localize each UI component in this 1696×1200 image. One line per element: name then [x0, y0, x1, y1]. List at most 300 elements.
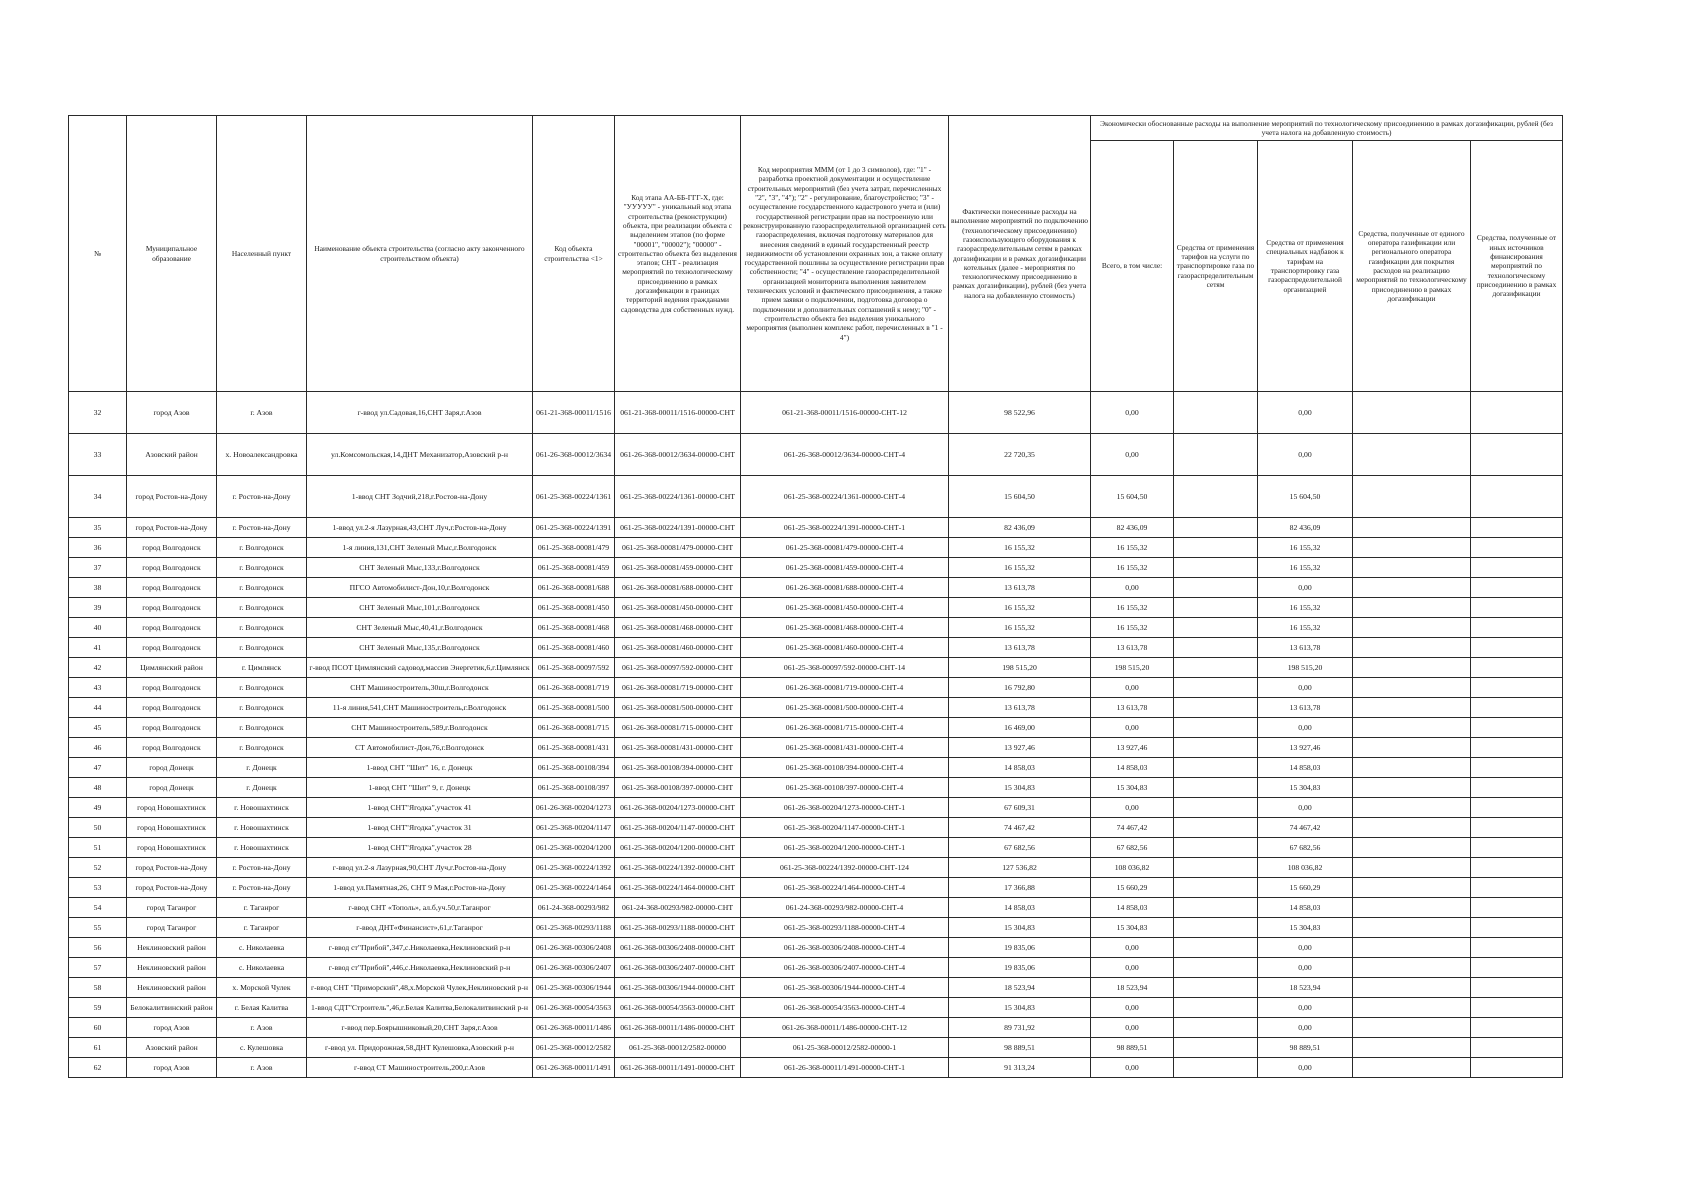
- tariff-cell: [1174, 476, 1258, 518]
- tariff-cell: [1174, 938, 1258, 958]
- object-name-cell: СНТ Машиностроитель,589,г.Волгодонск: [307, 718, 533, 738]
- table-row: [69, 1038, 1563, 1058]
- table-row: [69, 598, 1563, 618]
- single-operator-cell: [1353, 598, 1471, 618]
- special-surcharge-cell: 98 889,51: [1258, 1038, 1353, 1058]
- stage-code-cell: 061-25-368-00097/592-00000-СНТ: [615, 658, 741, 678]
- stage-code-cell: 061-26-368-00011/1486-00000-СНТ: [615, 1018, 741, 1038]
- col-municipality-header: Муниципальное образование: [127, 116, 217, 392]
- col-actual-costs-header: Фактически понесенные расходы на выполнение мероприятий по подключению (технологическому присоединению) газоиспользующего оборудования к газораспределительным сетям в рамках догазификации и в рамках догазификации котельных (далее - мероприятия по технологическому присоединению в рамках догазификации), рублей (без учета налога на добавленную стоимость): [949, 116, 1091, 392]
- row-number-cell: 48: [69, 778, 127, 798]
- row-number-cell: 53: [69, 878, 127, 898]
- single-operator-cell: [1353, 434, 1471, 476]
- settlement-cell: г. Цимлянск: [217, 658, 307, 678]
- other-sources-cell: [1471, 898, 1563, 918]
- total-cell: 15 304,83: [1091, 918, 1174, 938]
- single-operator-cell: [1353, 838, 1471, 858]
- total-cell: 13 613,78: [1091, 698, 1174, 718]
- table-row: [69, 638, 1563, 658]
- other-sources-cell: [1471, 918, 1563, 938]
- table-row: [69, 958, 1563, 978]
- settlement-cell: г. Азов: [217, 1058, 307, 1078]
- object-name-cell: г-ввод ст"Прибой",446,с.Николаевка,Неклиновский р-н: [307, 958, 533, 978]
- other-sources-cell: [1471, 978, 1563, 998]
- stage-code-cell: 061-25-368-00293/1188-00000-СНТ: [615, 918, 741, 938]
- actual-cost-cell: 14 858,03: [949, 898, 1091, 918]
- single-operator-cell: [1353, 638, 1471, 658]
- municipality-cell: город Азов: [127, 1058, 217, 1078]
- single-operator-cell: [1353, 698, 1471, 718]
- special-surcharge-cell: 0,00: [1258, 392, 1353, 434]
- municipality-cell: город Волгодонск: [127, 638, 217, 658]
- single-operator-cell: [1353, 778, 1471, 798]
- total-cell: 0,00: [1091, 434, 1174, 476]
- municipality-cell: Неклиновский район: [127, 958, 217, 978]
- actual-cost-cell: 15 304,83: [949, 778, 1091, 798]
- municipality-cell: город Ростов-на-Дону: [127, 878, 217, 898]
- row-number-cell: 54: [69, 898, 127, 918]
- other-sources-cell: [1471, 758, 1563, 778]
- settlement-cell: г. Таганрог: [217, 918, 307, 938]
- stage-code-cell: 061-21-368-00011/1516-00000-СНТ: [615, 392, 741, 434]
- row-number-cell: 40: [69, 618, 127, 638]
- single-operator-cell: [1353, 898, 1471, 918]
- settlement-cell: г. Новошахтинск: [217, 798, 307, 818]
- special-surcharge-cell: 0,00: [1258, 718, 1353, 738]
- event-code-cell: 061-26-368-00012/3634-00000-СНТ-4: [741, 434, 949, 476]
- object-code-cell: 061-25-368-00081/468: [533, 618, 615, 638]
- special-surcharge-cell: 0,00: [1258, 434, 1353, 476]
- total-cell: 74 467,42: [1091, 818, 1174, 838]
- special-surcharge-cell: 74 467,42: [1258, 818, 1353, 838]
- tariff-cell: [1174, 918, 1258, 938]
- settlement-cell: х. Новоалександровка: [217, 434, 307, 476]
- object-code-cell: 061-25-368-00108/397: [533, 778, 615, 798]
- stage-code-cell: 061-26-368-00012/3634-00000-СНТ: [615, 434, 741, 476]
- stage-code-cell: 061-26-368-00306/2407-00000-СНТ: [615, 958, 741, 978]
- table-row: [69, 558, 1563, 578]
- single-operator-cell: [1353, 518, 1471, 538]
- special-surcharge-cell: 16 155,32: [1258, 598, 1353, 618]
- col-tariff-header: Средства от применения тарифов на услуги по транспортировке газа по газораспределительным сетям: [1174, 141, 1258, 392]
- total-cell: 108 036,82: [1091, 858, 1174, 878]
- tariff-cell: [1174, 758, 1258, 778]
- municipality-cell: город Волгодонск: [127, 678, 217, 698]
- object-code-cell: 061-26-368-00306/2408: [533, 938, 615, 958]
- object-code-cell: 061-26-368-00081/715: [533, 718, 615, 738]
- table-row: [69, 798, 1563, 818]
- table-row: [69, 778, 1563, 798]
- other-sources-cell: [1471, 434, 1563, 476]
- tariff-cell: [1174, 698, 1258, 718]
- special-surcharge-cell: 15 604,50: [1258, 476, 1353, 518]
- object-name-cell: 1-ввод СНТ Зодчий,218,г.Ростов-на-Дону: [307, 476, 533, 518]
- event-code-cell: 061-25-368-00081/468-00000-СНТ-4: [741, 618, 949, 638]
- table-row: [69, 538, 1563, 558]
- actual-cost-cell: 22 720,35: [949, 434, 1091, 476]
- settlement-cell: г. Волгодонск: [217, 698, 307, 718]
- settlement-cell: г. Азов: [217, 392, 307, 434]
- actual-cost-cell: 67 609,31: [949, 798, 1091, 818]
- settlement-cell: х. Морской Чулек: [217, 978, 307, 998]
- col-object-code-header: Код объекта строительства <1>: [533, 116, 615, 392]
- object-code-cell: 061-25-368-00081/479: [533, 538, 615, 558]
- object-code-cell: 061-26-368-00081/719: [533, 678, 615, 698]
- table-row: [69, 838, 1563, 858]
- single-operator-cell: [1353, 738, 1471, 758]
- stage-code-cell: 061-25-368-00224/1464-00000-СНТ: [615, 878, 741, 898]
- object-name-cell: 1-ввод СДТ"Строитель",46,г.Белая Калитва,Белокалитвинский р-н: [307, 998, 533, 1018]
- municipality-cell: город Волгодонск: [127, 598, 217, 618]
- row-number-cell: 45: [69, 718, 127, 738]
- actual-cost-cell: 82 436,09: [949, 518, 1091, 538]
- object-name-cell: СНТ Машиностроитель,30ш,г.Волгодонск: [307, 678, 533, 698]
- object-code-cell: 061-21-368-00011/1516: [533, 392, 615, 434]
- object-name-cell: СНТ Зеленый Мыс,135,г.Волгодонск: [307, 638, 533, 658]
- row-number-cell: 56: [69, 938, 127, 958]
- event-code-cell: 061-25-368-00224/1464-00000-СНТ-4: [741, 878, 949, 898]
- object-name-cell: г-ввод пер.Боярышниковый,20,СНТ Заря,г.Азов: [307, 1018, 533, 1038]
- total-cell: 98 889,51: [1091, 1038, 1174, 1058]
- single-operator-cell: [1353, 978, 1471, 998]
- event-code-cell: 061-25-368-00081/459-00000-СНТ-4: [741, 558, 949, 578]
- total-cell: 14 858,03: [1091, 758, 1174, 778]
- stage-code-cell: 061-25-368-00081/479-00000-СНТ: [615, 538, 741, 558]
- object-name-cell: 1-ввод ул.Памятная,26, СНТ 9 Мая,г.Ростов-на-Дону: [307, 878, 533, 898]
- event-code-cell: 061-25-368-00081/479-00000-СНТ-4: [741, 538, 949, 558]
- single-operator-cell: [1353, 678, 1471, 698]
- tariff-cell: [1174, 392, 1258, 434]
- special-surcharge-cell: 15 660,29: [1258, 878, 1353, 898]
- municipality-cell: город Азов: [127, 1018, 217, 1038]
- total-cell: 0,00: [1091, 958, 1174, 978]
- tariff-cell: [1174, 958, 1258, 978]
- single-operator-cell: [1353, 1018, 1471, 1038]
- municipality-cell: город Азов: [127, 392, 217, 434]
- col-object-name-header: Наименование объекта строительства (согласно акту законченного строительством объекта): [307, 116, 533, 392]
- total-cell: 0,00: [1091, 1018, 1174, 1038]
- total-cell: 0,00: [1091, 678, 1174, 698]
- other-sources-cell: [1471, 638, 1563, 658]
- object-name-cell: г-ввод СТ Машиностроитель,200,г.Азов: [307, 1058, 533, 1078]
- single-operator-cell: [1353, 958, 1471, 978]
- other-sources-cell: [1471, 778, 1563, 798]
- tariff-cell: [1174, 558, 1258, 578]
- other-sources-cell: [1471, 518, 1563, 538]
- object-name-cell: г-ввод ул. Придорожная,58,ДНТ Кулешовка,Азовский р-н: [307, 1038, 533, 1058]
- stage-code-cell: 061-25-368-00081/468-00000-СНТ: [615, 618, 741, 638]
- total-cell: 14 858,03: [1091, 898, 1174, 918]
- settlement-cell: г. Ростов-на-Дону: [217, 858, 307, 878]
- stage-code-cell: 061-26-368-00081/715-00000-СНТ: [615, 718, 741, 738]
- object-code-cell: 061-25-368-00224/1392: [533, 858, 615, 878]
- total-cell: 0,00: [1091, 998, 1174, 1018]
- event-code-cell: 061-26-368-00204/1273-00000-СНТ-1: [741, 798, 949, 818]
- tariff-cell: [1174, 798, 1258, 818]
- tariff-cell: [1174, 718, 1258, 738]
- object-code-cell: 061-25-368-00204/1147: [533, 818, 615, 838]
- tariff-cell: [1174, 878, 1258, 898]
- object-name-cell: 1-ввод ул.2-я Лазурная,43,СНТ Луч,г.Ростов-на-Дону: [307, 518, 533, 538]
- settlement-cell: г. Волгодонск: [217, 638, 307, 658]
- settlement-cell: г. Новошахтинск: [217, 838, 307, 858]
- other-sources-cell: [1471, 718, 1563, 738]
- actual-cost-cell: 15 304,83: [949, 918, 1091, 938]
- row-number-cell: 50: [69, 818, 127, 838]
- tariff-cell: [1174, 818, 1258, 838]
- tariff-cell: [1174, 998, 1258, 1018]
- table-row: [69, 938, 1563, 958]
- object-code-cell: 061-26-368-00011/1486: [533, 1018, 615, 1038]
- actual-cost-cell: 15 304,83: [949, 998, 1091, 1018]
- settlement-cell: г. Волгодонск: [217, 538, 307, 558]
- settlement-cell: г. Волгодонск: [217, 578, 307, 598]
- register-table-sheet: [68, 115, 1562, 1078]
- row-number-cell: 59: [69, 998, 127, 1018]
- special-surcharge-cell: 0,00: [1258, 578, 1353, 598]
- table-row: [69, 858, 1563, 878]
- object-code-cell: 061-25-368-00293/1188: [533, 918, 615, 938]
- stage-code-cell: 061-25-368-00081/459-00000-СНТ: [615, 558, 741, 578]
- table-row: [69, 618, 1563, 638]
- actual-cost-cell: 91 313,24: [949, 1058, 1091, 1078]
- tariff-cell: [1174, 434, 1258, 476]
- object-name-cell: г-ввод ст"Прибой",347,с.Николаевка,Неклиновский р-н: [307, 938, 533, 958]
- object-code-cell: 061-26-368-00081/688: [533, 578, 615, 598]
- actual-cost-cell: 19 835,06: [949, 958, 1091, 978]
- object-name-cell: СНТ Зеленый Мыс,133,г.Волгодонск: [307, 558, 533, 578]
- object-code-cell: 061-26-368-00054/3563: [533, 998, 615, 1018]
- actual-cost-cell: 15 604,50: [949, 476, 1091, 518]
- other-sources-cell: [1471, 618, 1563, 638]
- total-cell: 198 515,20: [1091, 658, 1174, 678]
- total-cell: 0,00: [1091, 798, 1174, 818]
- stage-code-cell: 061-25-368-00224/1361-00000-СНТ: [615, 476, 741, 518]
- event-code-cell: 061-26-368-00306/2407-00000-СНТ-4: [741, 958, 949, 978]
- object-name-cell: г-ввод ДНТ«Финансист»,61,г.Таганрог: [307, 918, 533, 938]
- municipality-cell: город Волгодонск: [127, 538, 217, 558]
- municipality-cell: город Новошахтинск: [127, 798, 217, 818]
- total-cell: 16 155,32: [1091, 558, 1174, 578]
- settlement-cell: г. Волгодонск: [217, 618, 307, 638]
- tariff-cell: [1174, 1038, 1258, 1058]
- special-surcharge-cell: 13 927,46: [1258, 738, 1353, 758]
- single-operator-cell: [1353, 538, 1471, 558]
- event-code-cell: 061-25-368-00204/1147-00000-СНТ-1: [741, 818, 949, 838]
- object-name-cell: г-ввод ул.Садовая,16,СНТ Заря,г.Азов: [307, 392, 533, 434]
- stage-code-cell: 061-26-368-00054/3563-00000-СНТ: [615, 998, 741, 1018]
- stage-code-cell: 061-25-368-00081/450-00000-СНТ: [615, 598, 741, 618]
- object-name-cell: СНТ Зеленый Мыс,40,41,г.Волгодонск: [307, 618, 533, 638]
- actual-cost-cell: 13 613,78: [949, 638, 1091, 658]
- row-number-cell: 37: [69, 558, 127, 578]
- tariff-cell: [1174, 1018, 1258, 1038]
- object-code-cell: 061-25-368-00081/459: [533, 558, 615, 578]
- event-code-cell: 061-26-368-00081/719-00000-СНТ-4: [741, 678, 949, 698]
- object-name-cell: г-ввод СНТ «Тополь», ал.б,уч.50,г.Таганрог: [307, 898, 533, 918]
- other-sources-cell: [1471, 1038, 1563, 1058]
- event-code-cell: 061-25-368-00081/431-00000-СНТ-4: [741, 738, 949, 758]
- table-row: [69, 518, 1563, 538]
- municipality-cell: город Волгодонск: [127, 698, 217, 718]
- special-surcharge-cell: 0,00: [1258, 1018, 1353, 1038]
- single-operator-cell: [1353, 578, 1471, 598]
- stage-code-cell: 061-25-368-00224/1392-00000-СНТ: [615, 858, 741, 878]
- single-operator-cell: [1353, 718, 1471, 738]
- table-row: [69, 698, 1563, 718]
- event-code-cell: 061-25-368-00081/450-00000-СНТ-4: [741, 598, 949, 618]
- municipality-cell: город Ростов-на-Дону: [127, 858, 217, 878]
- stage-code-cell: 061-25-368-00081/460-00000-СНТ: [615, 638, 741, 658]
- tariff-cell: [1174, 978, 1258, 998]
- special-surcharge-cell: 15 304,83: [1258, 778, 1353, 798]
- actual-cost-cell: 16 469,00: [949, 718, 1091, 738]
- settlement-cell: г. Азов: [217, 1018, 307, 1038]
- actual-cost-cell: 14 858,03: [949, 758, 1091, 778]
- single-operator-cell: [1353, 818, 1471, 838]
- event-code-cell: 061-25-368-00081/500-00000-СНТ-4: [741, 698, 949, 718]
- total-cell: 13 927,46: [1091, 738, 1174, 758]
- settlement-cell: с. Кулешовка: [217, 1038, 307, 1058]
- tariff-cell: [1174, 658, 1258, 678]
- settlement-cell: г. Донецк: [217, 758, 307, 778]
- table-row: [69, 392, 1563, 434]
- col-settlement-header: Населенный пункт: [217, 116, 307, 392]
- col-number-header: №: [69, 116, 127, 392]
- total-cell: 67 682,56: [1091, 838, 1174, 858]
- total-cell: 15 660,29: [1091, 878, 1174, 898]
- table-row: [69, 1058, 1563, 1078]
- special-surcharge-cell: 16 155,32: [1258, 538, 1353, 558]
- special-surcharge-cell: 0,00: [1258, 678, 1353, 698]
- special-surcharge-cell: 16 155,32: [1258, 618, 1353, 638]
- tariff-cell: [1174, 898, 1258, 918]
- object-code-cell: 061-25-368-00224/1361: [533, 476, 615, 518]
- object-code-cell: 061-25-368-00097/592: [533, 658, 615, 678]
- event-code-cell: 061-25-368-00224/1361-00000-СНТ-4: [741, 476, 949, 518]
- object-name-cell: 1-ввод СНТ "Шит" 9, г. Донецк: [307, 778, 533, 798]
- event-code-cell: 061-26-368-00011/1491-00000-СНТ-1: [741, 1058, 949, 1078]
- settlement-cell: г. Волгодонск: [217, 718, 307, 738]
- object-name-cell: г-ввод ПСОТ Цимлянский садовод,массив Энергетик,6,г.Цимлянск: [307, 658, 533, 678]
- total-cell: 0,00: [1091, 578, 1174, 598]
- special-surcharge-cell: 18 523,94: [1258, 978, 1353, 998]
- special-surcharge-cell: 0,00: [1258, 938, 1353, 958]
- total-cell: 18 523,94: [1091, 978, 1174, 998]
- tariff-cell: [1174, 578, 1258, 598]
- other-sources-cell: [1471, 392, 1563, 434]
- settlement-cell: г. Таганрог: [217, 898, 307, 918]
- stage-code-cell: 061-25-368-00224/1391-00000-СНТ: [615, 518, 741, 538]
- tariff-cell: [1174, 618, 1258, 638]
- special-surcharge-cell: 82 436,09: [1258, 518, 1353, 538]
- event-code-cell: 061-26-368-00081/715-00000-СНТ-4: [741, 718, 949, 738]
- event-code-cell: 061-24-368-00293/982-00000-СНТ-4: [741, 898, 949, 918]
- settlement-cell: г. Донецк: [217, 778, 307, 798]
- row-number-cell: 51: [69, 838, 127, 858]
- object-name-cell: СНТ Зеленый Мыс,101,г.Волгодонск: [307, 598, 533, 618]
- row-number-cell: 35: [69, 518, 127, 538]
- table-row: [69, 998, 1563, 1018]
- actual-cost-cell: 13 613,78: [949, 578, 1091, 598]
- row-number-cell: 41: [69, 638, 127, 658]
- total-cell: 82 436,09: [1091, 518, 1174, 538]
- municipality-cell: город Волгодонск: [127, 618, 217, 638]
- other-sources-cell: [1471, 818, 1563, 838]
- other-sources-cell: [1471, 1058, 1563, 1078]
- actual-cost-cell: 18 523,94: [949, 978, 1091, 998]
- municipality-cell: город Волгодонск: [127, 718, 217, 738]
- stage-code-cell: 061-25-368-00012/2582-00000: [615, 1038, 741, 1058]
- special-surcharge-cell: 0,00: [1258, 798, 1353, 818]
- total-cell: 15 604,50: [1091, 476, 1174, 518]
- municipality-cell: Неклиновский район: [127, 938, 217, 958]
- row-number-cell: 49: [69, 798, 127, 818]
- tariff-cell: [1174, 838, 1258, 858]
- event-code-cell: 061-21-368-00011/1516-00000-СНТ-12: [741, 392, 949, 434]
- stage-code-cell: 061-25-368-00306/1944-00000-СНТ: [615, 978, 741, 998]
- table-row: [69, 878, 1563, 898]
- object-code-cell: 061-26-368-00011/1491: [533, 1058, 615, 1078]
- economic-costs-group-header: Экономически обоснованные расходы на выполнение мероприятий по технологическому присоединению в рамках догазификации, рублей (без учета налога на добавленную стоимость): [1091, 116, 1563, 141]
- table-row: [69, 898, 1563, 918]
- object-code-cell: 061-26-368-00012/3634: [533, 434, 615, 476]
- other-sources-cell: [1471, 598, 1563, 618]
- other-sources-cell: [1471, 1018, 1563, 1038]
- col-other-sources-header: Средства, полученные от иных источников финансирования мероприятий по технологическому присоединению в рамках догазификации: [1471, 141, 1563, 392]
- table-row: [69, 658, 1563, 678]
- other-sources-cell: [1471, 738, 1563, 758]
- actual-cost-cell: 127 536,82: [949, 858, 1091, 878]
- tariff-cell: [1174, 518, 1258, 538]
- event-code-cell: 061-25-368-00012/2582-00000-1: [741, 1038, 949, 1058]
- object-code-cell: 061-25-368-00204/1200: [533, 838, 615, 858]
- single-operator-cell: [1353, 1038, 1471, 1058]
- special-surcharge-cell: 0,00: [1258, 998, 1353, 1018]
- actual-cost-cell: 16 155,32: [949, 558, 1091, 578]
- special-surcharge-cell: 0,00: [1258, 1058, 1353, 1078]
- object-name-cell: г-ввод ул.2-я Лазурная,90,СНТ Луч,г.Ростов-на-Дону: [307, 858, 533, 878]
- col-single-operator-header: Средства, полученные от единого оператора газификации или регионального оператора газификации для покрытия расходов на реализацию мероприятий по технологическому присоединению в рамках догазификации: [1353, 141, 1471, 392]
- object-code-cell: 061-26-368-00204/1273: [533, 798, 615, 818]
- municipality-cell: город Донецк: [127, 758, 217, 778]
- object-name-cell: ул.Комсомольская,14,ДНТ Механизатор,Азовский р-н: [307, 434, 533, 476]
- settlement-cell: г. Ростов-на-Дону: [217, 878, 307, 898]
- municipality-cell: город Волгодонск: [127, 578, 217, 598]
- special-surcharge-cell: 13 613,78: [1258, 638, 1353, 658]
- event-code-cell: 061-25-368-00108/397-00000-СНТ-4: [741, 778, 949, 798]
- other-sources-cell: [1471, 678, 1563, 698]
- stage-code-cell: 061-25-368-00108/397-00000-СНТ: [615, 778, 741, 798]
- actual-cost-cell: 19 835,06: [949, 938, 1091, 958]
- col-stage-code-header: Код этапа АА-ББ-ГГГ-Х, где: "УУУУУ" - уникальный код этапа строительства (реконструкции) объекта, при реализации объекта с выделением этапов (по форме "00001", "00002"); "00000" - строительство объекта без выделения этапов; СНТ - реализация мероприятий по технологическому присоединению в рамках догазификации в границах территорий ведения гражданами садоводства для собственных нужд.: [615, 116, 741, 392]
- col-special-surcharge-header: Средства от применения специальных надбавок к тарифам на транспортировку газа газораспределительной организацией: [1258, 141, 1353, 392]
- row-number-cell: 61: [69, 1038, 127, 1058]
- row-number-cell: 43: [69, 678, 127, 698]
- actual-cost-cell: 16 155,32: [949, 538, 1091, 558]
- single-operator-cell: [1353, 658, 1471, 678]
- municipality-cell: город Донецк: [127, 778, 217, 798]
- row-number-cell: 36: [69, 538, 127, 558]
- row-number-cell: 34: [69, 476, 127, 518]
- object-name-cell: 1-ввод СНТ"Ягодка",участок 31: [307, 818, 533, 838]
- table-row: [69, 476, 1563, 518]
- row-number-cell: 62: [69, 1058, 127, 1078]
- municipality-cell: город Новошахтинск: [127, 818, 217, 838]
- actual-cost-cell: 16 792,80: [949, 678, 1091, 698]
- single-operator-cell: [1353, 758, 1471, 778]
- row-number-cell: 60: [69, 1018, 127, 1038]
